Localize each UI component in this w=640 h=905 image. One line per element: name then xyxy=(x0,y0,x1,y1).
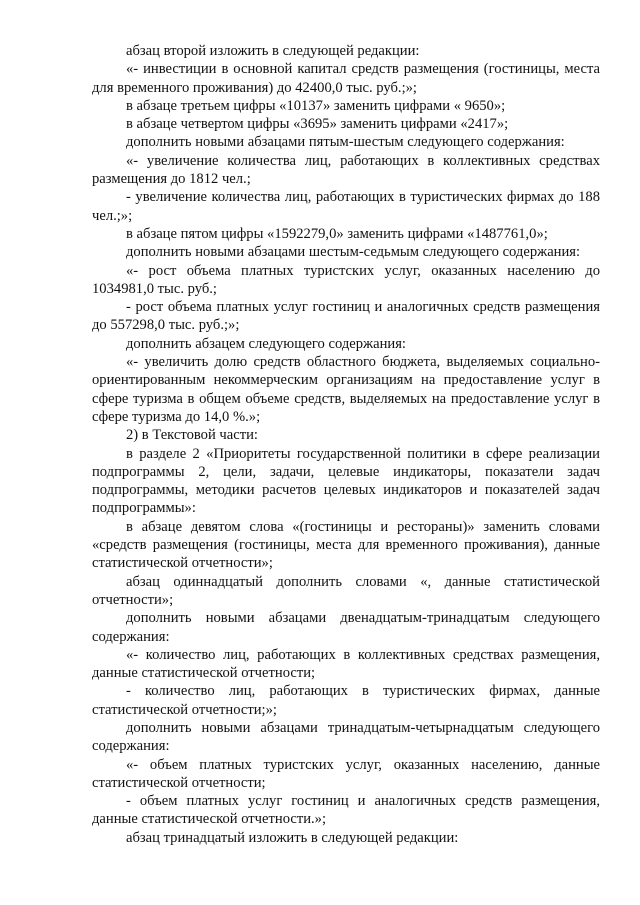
paragraph: абзац тринадцатый изложить в следующей редакции: xyxy=(126,829,459,846)
paragraph: дополнить новыми абзацами тринадцатым-четырнадцатым следующего содержания: xyxy=(92,719,600,755)
paragraph: абзац одиннадцатый дополнить словами «, данные статистической отчетности»; xyxy=(92,573,600,608)
paragraph: «- увеличение количества лиц, работающих в коллективных средствах размещения до 1812 чел.; xyxy=(92,152,600,188)
paragraph: дополнить новыми абзацами шестым-седьмым следующего содержания: xyxy=(126,244,581,261)
paragraph: - объем платных услуг гостиниц и аналогичных средств размещения, данные статистической отчетности.»; xyxy=(92,793,600,828)
paragraph: «- рост объема платных туристских услуг, оказанных населению до 1034981,0 тыс. руб.; xyxy=(92,262,600,297)
paragraph: дополнить абзацем следующего содержания: xyxy=(126,335,406,352)
paragraph: 2) в Текстовой части: xyxy=(126,427,258,444)
paragraph: дополнить новыми абзацами двенадцатым-тринадцатым следующего содержания: xyxy=(92,610,600,645)
paragraph: - количество лиц, работающих в туристических фирмах, данные статистической отчетности;»; xyxy=(92,683,600,718)
paragraph: абзац второй изложить в следующей редакции: xyxy=(126,43,420,59)
paragraph: «- объем платных туристских услуг, оказанных населению, данные статистической отчетности; xyxy=(92,756,600,791)
paragraph: в абзаце пятом цифры «1592279,0» заменить цифрами «1487761,0»; xyxy=(126,225,548,242)
document-body xyxy=(92,42,600,847)
paragraph: «- количество лиц, работающих в коллективных средствах размещения, данные статистической отчетности; xyxy=(92,646,600,682)
paragraph: «- инвестиции в основной капитал средств размещения (гостиницы, места для временного проживания) до 42400,0 тыс. руб.;»; xyxy=(92,61,600,96)
paragraph: в абзаце третьем цифры «10137» заменить цифрами « 9650»; xyxy=(126,97,506,114)
paragraph: дополнить новыми абзацами пятым-шестым следующего содержания: xyxy=(126,134,565,151)
paragraph: в разделе 2 «Приоритеты государственной политики в сфере реализации подпрограммы 2, цели, задачи, целевые индикаторы, показатели задач подпрограммы, методики расчетов целевых индикаторов и показателей задач подпрограммы»: xyxy=(92,445,600,517)
paragraph: - рост объема платных услуг гостиниц и аналогичных средств размещения до 557298,0 тыс. руб.;»; xyxy=(92,299,600,334)
paragraph: «- увеличить долю средств областного бюджета, выделяемых социально-ориентированным некоммерческим организациям на предоставление услуг в сфере туризма в общем объеме средств, выделяемых на предоставление услуг в сфере туризма до 14,0 %.»; xyxy=(92,354,600,425)
paragraph: в абзаце четвертом цифры «3695» заменить цифрами «2417»; xyxy=(126,116,509,133)
paragraph: - увеличение количества лиц, работающих в туристических фирмах до 188 чел.;»; xyxy=(92,189,600,224)
paragraph: в абзаце девятом слова «(гостиницы и рестораны)» заменить словами «средств размещения (гостиницы, места для временного проживания), данные статистической отчетности»; xyxy=(92,518,600,572)
